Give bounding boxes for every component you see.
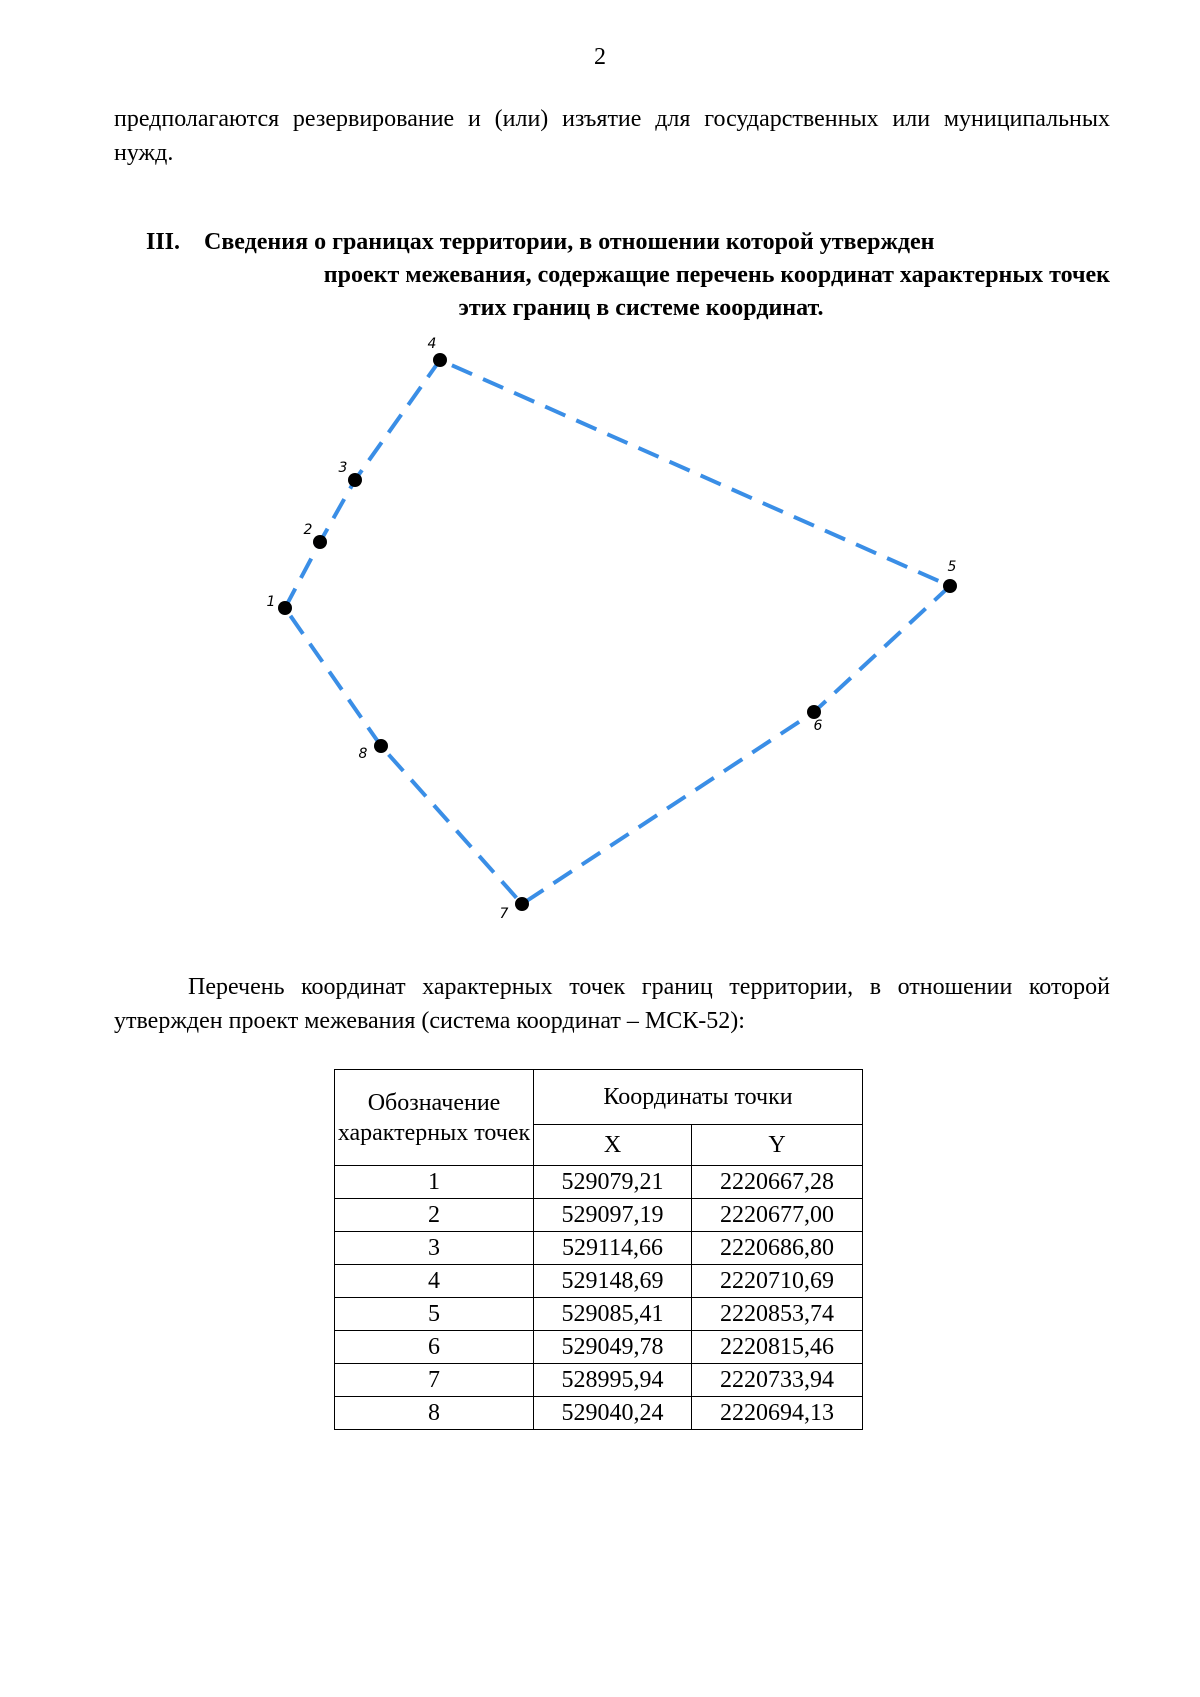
cell-point: 2 <box>335 1199 534 1232</box>
table-row <box>335 1331 863 1364</box>
cell-y: 2220686,80 <box>692 1232 863 1265</box>
table-row <box>335 1298 863 1331</box>
cell-point: 7 <box>335 1364 534 1397</box>
cell-x: 529079,21 <box>534 1166 692 1199</box>
boundary-point-1 <box>278 601 292 615</box>
cell-y: 2220677,00 <box>692 1199 863 1232</box>
boundary-point-label-5: 5 <box>947 559 957 575</box>
cell-point: 1 <box>335 1166 534 1199</box>
cell-point: 5 <box>335 1298 534 1331</box>
header-y: Y <box>692 1125 863 1166</box>
cell-x: 529049,78 <box>534 1331 692 1364</box>
cell-point: 8 <box>335 1397 534 1430</box>
cell-x: 529114,66 <box>534 1232 692 1265</box>
cell-x: 529097,19 <box>534 1199 692 1232</box>
cell-x: 529040,24 <box>534 1397 692 1430</box>
boundary-point-2 <box>313 535 327 549</box>
boundary-point-label-3: 3 <box>338 460 348 476</box>
boundary-point-label-8: 8 <box>358 746 368 762</box>
boundary-point-label-1: 1 <box>266 594 276 610</box>
boundary-point-3 <box>348 473 362 487</box>
cell-point: 6 <box>335 1331 534 1364</box>
boundary-polygon <box>285 360 950 904</box>
cell-y: 2220710,69 <box>692 1265 863 1298</box>
cell-x: 528995,94 <box>534 1364 692 1397</box>
header-point-coordinates: Координаты точки <box>534 1070 863 1125</box>
page-number: 2 <box>594 44 606 70</box>
boundary-point-6 <box>807 705 821 719</box>
section-heading-line-2: проект межевания, содержащие перечень координат характерных точек <box>323 262 1110 288</box>
table-row <box>335 1166 863 1199</box>
boundary-point-8 <box>374 739 388 753</box>
section-heading-line-1: Сведения о границах территории, в отношении которой утвержден <box>204 229 935 255</box>
boundary-point-label-6: 6 <box>813 718 823 734</box>
intro-paragraph: предполагаются резервирование и (или) изъятие для государственных или муниципальных нужд. <box>114 106 1110 166</box>
cell-point: 4 <box>335 1265 534 1298</box>
cell-y: 2220815,46 <box>692 1331 863 1364</box>
table-row <box>335 1232 863 1265</box>
section-heading-line-3: этих границ в системе координат. <box>458 295 824 321</box>
cell-y: 2220667,28 <box>692 1166 863 1199</box>
boundary-point-label-7: 7 <box>499 906 509 922</box>
table-row <box>335 1265 863 1298</box>
boundary-diagram <box>0 330 1200 930</box>
header-point-designation: Обозначение характерных точек <box>335 1070 534 1166</box>
cell-x: 529148,69 <box>534 1265 692 1298</box>
boundary-point-7 <box>515 897 529 911</box>
cell-point: 3 <box>335 1232 534 1265</box>
header-x: X <box>534 1125 692 1166</box>
cell-y: 2220733,94 <box>692 1364 863 1397</box>
boundary-point-label-4: 4 <box>427 336 437 352</box>
boundary-point-label-2: 2 <box>303 522 313 538</box>
coordinates-table <box>334 1069 863 1430</box>
cell-y: 2220694,13 <box>692 1397 863 1430</box>
table-row <box>335 1199 863 1232</box>
table-row <box>335 1397 863 1430</box>
table-row <box>335 1364 863 1397</box>
coordinates-list-intro: Перечень координат характерных точек границ территории, в отношении которой утвержден проект межевания (система координат – МСК-52): <box>114 974 1110 1034</box>
section-heading <box>114 226 1110 325</box>
boundary-point-4 <box>433 353 447 367</box>
cell-y: 2220853,74 <box>692 1298 863 1331</box>
cell-x: 529085,41 <box>534 1298 692 1331</box>
section-numeral: III. <box>146 229 181 255</box>
boundary-point-5 <box>943 579 957 593</box>
